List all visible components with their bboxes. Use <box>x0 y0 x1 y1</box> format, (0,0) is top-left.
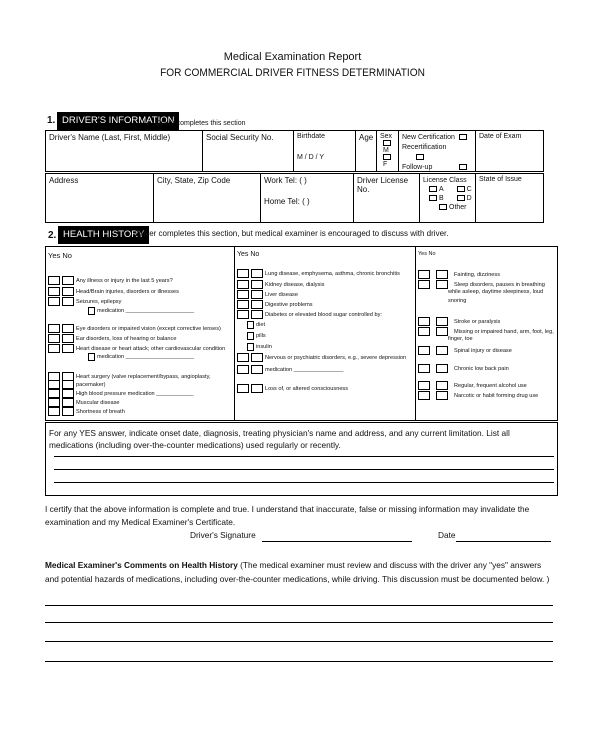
no-checkbox[interactable] <box>436 391 448 400</box>
yes-checkbox[interactable] <box>48 398 60 407</box>
license-no-field[interactable] <box>353 174 419 222</box>
section-2-number: 2. <box>48 230 57 241</box>
class-a-checkbox[interactable] <box>429 186 437 192</box>
form-subtitle: FOR COMMERCIAL DRIVER FITNESS DETERMINATION <box>160 67 425 79</box>
health-item-label: insulin <box>256 344 272 350</box>
health-item <box>418 327 554 336</box>
health-item <box>237 384 348 393</box>
section-2-header: HEALTH HISTORY <box>58 226 149 244</box>
form-title: Medical Examination Report <box>223 51 362 63</box>
label: Driver License No. <box>357 176 409 194</box>
yes-checkbox[interactable] <box>48 297 60 306</box>
yes-checkbox[interactable] <box>48 344 60 353</box>
yes-checkbox[interactable] <box>418 280 430 289</box>
section-2-note: Driver completes this section, but medical examiner is encouraged to discuss with driver. <box>135 229 449 238</box>
phone-fields[interactable] <box>260 174 353 222</box>
no-checkbox[interactable] <box>436 280 448 289</box>
no-checkbox[interactable] <box>436 381 448 390</box>
age-field[interactable] <box>355 131 376 171</box>
health-item <box>48 407 125 416</box>
health-item-label: medication ________________ <box>265 366 344 373</box>
health-item <box>237 290 298 299</box>
label: B <box>439 195 444 202</box>
yes-checkbox[interactable] <box>48 287 60 296</box>
health-item <box>48 297 121 306</box>
health-item-label: Ear disorders, loss of hearing or balance <box>76 335 177 342</box>
yes-checkbox[interactable] <box>418 346 430 355</box>
class-c-checkbox[interactable] <box>457 186 465 192</box>
health-item <box>48 398 120 407</box>
medication-checkbox[interactable] <box>88 353 95 361</box>
health-item-label: Fainting, dizziness <box>454 271 501 278</box>
health-item <box>88 307 194 315</box>
health-item-label: Shortness of breath <box>76 408 125 415</box>
health-item-label: Spinal injury or disease <box>454 347 512 354</box>
health-item <box>418 391 538 400</box>
health-item-label: while asleep, daytime sleepiness, loud <box>448 289 544 295</box>
health-item <box>418 346 512 355</box>
health-item <box>237 310 382 319</box>
comment-line[interactable] <box>45 622 553 623</box>
no-checkbox[interactable] <box>62 407 74 416</box>
health-item-label: Chronic low back pain <box>454 365 509 372</box>
yes-checkbox[interactable] <box>418 391 430 400</box>
yes-no-header: Yes No <box>48 251 72 260</box>
yes-answer-instructions: For any YES answer, indicate onset date, diagnosis, treating physician's name and address, and any current limitation. List all medications (including over-the-counter medications) used regularly or recently. <box>49 428 510 450</box>
sex-field <box>376 131 398 171</box>
yes-answer-details <box>45 422 558 496</box>
health-item <box>48 334 176 343</box>
health-item-label: Kidney disease, dialysis <box>265 281 325 288</box>
comment-line[interactable] <box>45 661 553 662</box>
health-item <box>247 321 265 329</box>
medication-checkbox[interactable] <box>88 307 95 315</box>
health-item-label: pills <box>256 333 266 339</box>
examiner-comments-instructions <box>45 558 557 586</box>
no-checkbox[interactable] <box>62 380 74 389</box>
yes-checkbox[interactable] <box>237 365 249 374</box>
label: State of Issue <box>479 176 522 183</box>
health-item-label: medication ______________________ <box>97 354 195 360</box>
health-item-label: Nervous or psychiatric disorders, e.g., severe depression <box>265 354 407 361</box>
health-item <box>48 276 173 285</box>
comments-heading: Medical Examiner's Comments on Health History <box>45 560 238 570</box>
no-checkbox[interactable] <box>251 290 263 299</box>
health-item <box>237 365 343 374</box>
health-item <box>418 280 545 289</box>
no-checkbox[interactable] <box>251 310 263 319</box>
signature-label: Driver's Signature <box>190 530 256 540</box>
yes-checkbox[interactable] <box>237 300 249 309</box>
health-item <box>237 269 400 278</box>
column-divider <box>415 247 416 420</box>
no-checkbox[interactable] <box>436 270 448 279</box>
health-item-label: Lung disease, emphysema, asthma, chronic bronchitis <box>265 270 400 277</box>
health-item-label: Head/Brain injuries, disorders or illnesses <box>76 288 179 295</box>
health-item-label: finger, toe <box>448 336 473 342</box>
no-checkbox[interactable] <box>436 346 448 355</box>
health-item <box>448 289 543 295</box>
state-of-issue-field[interactable] <box>475 174 543 222</box>
health-item <box>48 380 106 389</box>
yes-no-header: Yes No <box>418 251 436 257</box>
no-checkbox[interactable] <box>62 389 74 398</box>
health-item-label: Liver disease <box>265 291 298 298</box>
label: City, State, Zip Code <box>157 176 231 185</box>
answer-line[interactable] <box>54 469 554 470</box>
answer-line[interactable] <box>54 456 554 457</box>
label: F <box>383 161 388 168</box>
comment-line[interactable] <box>45 641 553 642</box>
health-item-label: medication ______________________ <box>97 308 195 314</box>
comment-line[interactable] <box>45 605 553 606</box>
yes-checkbox[interactable] <box>237 290 249 299</box>
yes-checkbox[interactable] <box>48 407 60 416</box>
label: Date of Exam <box>479 133 522 140</box>
yes-checkbox[interactable] <box>48 324 60 333</box>
health-item <box>448 336 473 342</box>
date-line[interactable] <box>456 541 551 542</box>
city-state-zip-field[interactable] <box>153 174 260 222</box>
health-item-label: Regular, frequent alcohol use <box>454 382 527 389</box>
no-checkbox[interactable] <box>62 324 74 333</box>
no-checkbox[interactable] <box>436 364 448 373</box>
label: Social Security No. <box>206 133 274 142</box>
label: Driver's Name (Last, First, Middle) <box>49 133 171 142</box>
no-checkbox[interactable] <box>251 269 263 278</box>
label: Address <box>49 176 79 185</box>
yes-checkbox[interactable] <box>418 327 430 336</box>
recert-checkbox[interactable] <box>416 154 424 160</box>
yes-checkbox[interactable] <box>48 389 60 398</box>
no-checkbox[interactable] <box>251 365 263 374</box>
health-item <box>418 317 500 326</box>
no-checkbox[interactable] <box>251 384 263 393</box>
health-item <box>418 270 500 279</box>
no-checkbox[interactable] <box>436 327 448 336</box>
health-item <box>418 364 509 373</box>
health-item-label: Muscular disease <box>76 399 120 406</box>
yes-checkbox[interactable] <box>48 334 60 343</box>
label: Recertification <box>402 144 447 151</box>
no-checkbox[interactable] <box>62 398 74 407</box>
yes-checkbox[interactable] <box>418 270 430 279</box>
label: License Class <box>423 177 467 184</box>
label: Age <box>359 133 374 142</box>
yes-checkbox[interactable] <box>237 280 249 289</box>
health-item-label: snoring <box>448 298 467 304</box>
signature-line[interactable] <box>262 541 412 542</box>
medication-checkbox[interactable] <box>247 332 254 340</box>
work-tel-label: Work Tel: ( ) <box>264 176 307 185</box>
column-divider <box>234 247 235 420</box>
health-item-label: Eye disorders or impaired vision (except corrective lenses) <box>76 325 221 332</box>
yes-checkbox[interactable] <box>48 276 60 285</box>
date-label: Date <box>438 530 456 540</box>
health-item <box>237 353 406 362</box>
no-checkbox[interactable] <box>62 344 74 353</box>
address-field[interactable] <box>46 174 153 222</box>
label: A <box>439 186 444 193</box>
section-1-note: Driver completes this section <box>156 120 246 127</box>
health-item <box>237 280 324 289</box>
no-checkbox[interactable] <box>436 317 448 326</box>
medication-checkbox[interactable] <box>247 321 254 329</box>
label: New Certification <box>402 134 455 141</box>
driver-info-row-1 <box>45 130 544 172</box>
label: M / D / Y <box>297 154 325 161</box>
health-item-label: Diabetes or elevated blood sugar controlled by: <box>265 311 382 318</box>
label: Other <box>449 204 467 211</box>
new-cert-checkbox[interactable] <box>459 134 467 140</box>
label: Birthdate <box>297 133 326 140</box>
drivers-name-field[interactable] <box>46 131 202 171</box>
no-checkbox[interactable] <box>62 287 74 296</box>
health-item-label: Sleep disorders, pauses in breathing <box>454 281 545 288</box>
sex-f-checkbox[interactable] <box>383 154 391 160</box>
class-d-checkbox[interactable] <box>457 195 465 201</box>
health-item <box>247 343 272 351</box>
no-checkbox[interactable] <box>62 334 74 343</box>
health-item-label: Loss of, or altered consciousness <box>265 385 349 392</box>
health-item-label: Stroke or paralysis <box>454 318 501 325</box>
no-checkbox[interactable] <box>62 276 74 285</box>
yes-checkbox[interactable] <box>237 353 249 362</box>
class-other-checkbox[interactable] <box>439 204 447 210</box>
health-item <box>448 298 466 304</box>
certification-type <box>398 131 475 171</box>
yes-checkbox[interactable] <box>237 384 249 393</box>
yes-checkbox[interactable] <box>237 310 249 319</box>
health-item <box>88 353 194 361</box>
health-item-label: High blood pressure medication ____________ <box>76 390 194 397</box>
yes-checkbox[interactable] <box>418 364 430 373</box>
no-checkbox[interactable] <box>62 297 74 306</box>
yes-checkbox[interactable] <box>237 269 249 278</box>
label: Sex <box>380 133 393 140</box>
health-item <box>48 324 221 333</box>
health-item <box>418 381 527 390</box>
label: M <box>383 147 389 154</box>
yes-checkbox[interactable] <box>418 317 430 326</box>
health-item <box>237 300 313 309</box>
health-item <box>48 389 194 398</box>
no-checkbox[interactable] <box>251 280 263 289</box>
health-history-grid <box>45 246 558 421</box>
health-item-label: Missing or impaired hand, arm, foot, leg, <box>454 328 554 335</box>
license-class <box>419 174 475 222</box>
answer-line[interactable] <box>54 482 554 483</box>
health-item-label: Any illness or injury in the last 5 years? <box>76 277 173 284</box>
health-item-label: diet <box>256 322 266 328</box>
label: C <box>466 186 472 193</box>
health-item-label: Heart surgery (valve replacement/bypass, angioplasty, <box>76 373 211 380</box>
health-item <box>48 287 179 296</box>
section-1-header: DRIVER'S INFORMATION <box>57 112 179 130</box>
label: Follow-up <box>402 164 433 171</box>
ssn-field[interactable] <box>202 131 293 171</box>
health-item <box>48 344 225 353</box>
health-item <box>247 332 266 340</box>
yes-no-header: Yes No <box>237 251 260 258</box>
birthdate-field[interactable] <box>293 131 355 171</box>
class-b-checkbox[interactable] <box>429 195 437 201</box>
health-item-label: Digestive problems <box>265 301 313 308</box>
comments-text: (The medical examiner must review and discuss with the driver any "yes" answers and potential hazards of medications, including over-the-counter medications, while driving. This discussion must be documented below. ) <box>45 560 550 584</box>
label: D <box>466 195 472 202</box>
health-item-label: Narcotic or habit forming drug use <box>454 392 539 399</box>
no-checkbox[interactable] <box>251 300 263 309</box>
followup-checkbox[interactable] <box>459 164 467 170</box>
yes-checkbox[interactable] <box>418 381 430 390</box>
section-1-number: 1. <box>47 115 56 126</box>
yes-checkbox[interactable] <box>48 380 60 389</box>
health-item-label: Heart disease or heart attack; other cardiovascular condition <box>76 345 226 352</box>
health-item-label: pacemaker) <box>76 381 106 388</box>
driver-info-row-2 <box>45 173 544 223</box>
home-tel-label: Home Tel: ( ) <box>264 197 310 206</box>
sex-m-checkbox[interactable] <box>383 140 391 146</box>
certification-statement: I certify that the above information is complete and true. I understand that inaccurate, false or missing information may invalidate the examination and my Medical Examiner's Certificate. <box>45 504 530 527</box>
health-item-label: Seizures, epilepsy <box>76 298 122 305</box>
medication-checkbox[interactable] <box>247 343 254 351</box>
no-checkbox[interactable] <box>251 353 263 362</box>
date-of-exam-field[interactable] <box>475 131 543 171</box>
